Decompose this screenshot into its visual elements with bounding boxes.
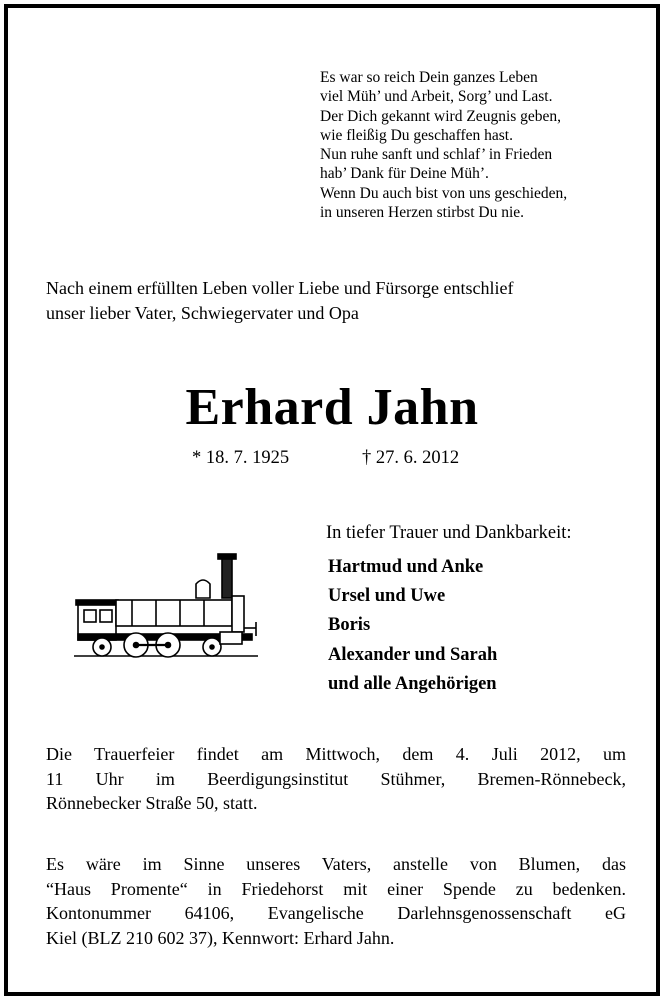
- mourner-item: Hartmud und Anke: [328, 557, 484, 577]
- donation-line: Es wäre im Sinne unseres Vaters, anstelle von Blumen, das: [46, 854, 626, 874]
- funeral-line: 11 Uhr im Beerdigungsinstitut Stühmer, Bremen-Rönnebeck,: [46, 768, 626, 789]
- intro-line: Nach einem erfüllten Leben voller Liebe und Fürsorge entschlief: [46, 278, 514, 298]
- poem-line: viel Müh’ und Arbeit, Sorg’ und Last.: [320, 88, 553, 106]
- funeral-line: Die Trauerfeier findet am Mittwoch, dem 4. Juli 2012, um: [46, 744, 626, 764]
- poem-line: Der Dich gekannt wird Zeugnis geben,: [320, 107, 562, 125]
- poem-line: Wenn Du auch bist von uns geschieden,: [320, 184, 568, 202]
- poem-line: hab’ Dank für Deine Müh’.: [320, 165, 489, 183]
- intro-line: unser lieber Vater, Schwiegervater und Opa: [46, 303, 359, 323]
- poem-line: wie fleißig Du geschaffen hast.: [320, 126, 513, 144]
- donation-line: Kiel (BLZ 210 602 37), Kennwort: Erhard Jahn.: [46, 927, 395, 948]
- poem-line: in unseren Herzen stirbst Du nie.: [320, 204, 525, 222]
- funeral-details: [46, 742, 626, 816]
- donation-line: “Haus Promente“ in Friedehorst mit einer Spende zu bedenken.: [46, 878, 626, 899]
- birth-date: * 18. 7. 1925: [192, 448, 290, 468]
- memorial-poem: [320, 68, 640, 222]
- donation-line: Kontonummer 64106, Evangelische Darlehnsgenossenschaft eG: [46, 903, 626, 923]
- mourner-item: Boris: [328, 615, 371, 636]
- mourning-heading: In tiefer Trauer und Dankbarkeit:: [326, 523, 572, 543]
- death-date: † 27. 6. 2012: [362, 448, 460, 468]
- poem-line: Nun ruhe sanft und schlaf’ in Frieden: [320, 146, 553, 164]
- steam-locomotive-icon: [72, 550, 260, 664]
- donation-details: [46, 852, 626, 950]
- mourner-item: und alle Angehörigen: [328, 673, 497, 694]
- mourner-item: Alexander und Sarah: [328, 644, 498, 665]
- poem-line: Es war so reich Dein ganzes Leben: [320, 69, 538, 86]
- intro-text: [46, 276, 626, 326]
- deceased-name: Erhard Jahn: [185, 379, 479, 436]
- funeral-line: Rönnebecker Straße 50, statt.: [46, 793, 258, 813]
- mourner-list: [328, 553, 497, 699]
- obituary-frame: [4, 4, 660, 996]
- mourner-item: Ursel und Uwe: [328, 586, 446, 607]
